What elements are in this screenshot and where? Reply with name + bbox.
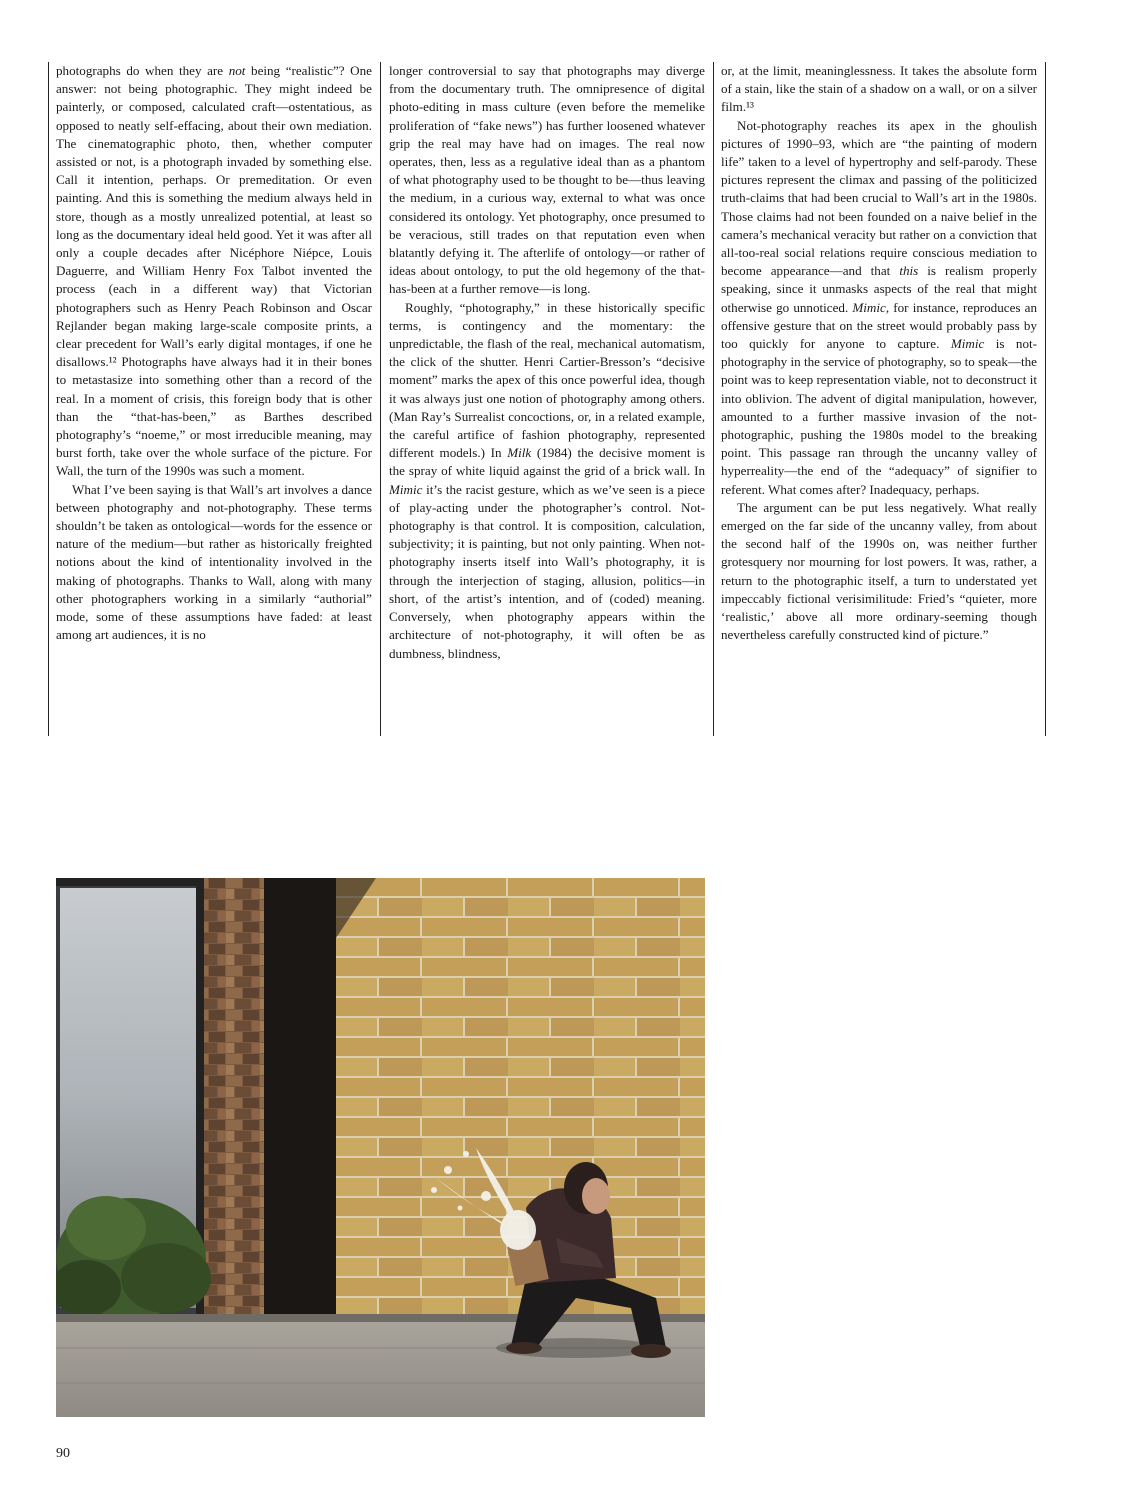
paragraph-text: photographs do when they are — [56, 63, 229, 78]
paragraph-text: being “realistic”? One answer: not being photographic. They might indeed be painterly, or composed, calculated craft—ostentatious, as opposed to neatly self-effacing, about their own mediation. The cinematographic photo, then, whether computer assisted or not, is a photograph invaded by something else. Call it intention, perhaps. Or premeditation. Or even painting. And this is something the medium always held in store, though as a mostly unrealized potential, at least so long as the documentary ideal held good. Yet it was after all only a couple decades after Nicéphore Niépce, Louis Daguerre, and William Henry Fox Talbot invented the process (each in a different way) that Victorian photographers such as Henry Peach Robinson and Oscar Rejlander began making large-scale composite prints, a clear precedent for Wall’s early digital montages, if one he disallows.¹² Photographs have always had it in their bones to metastasize into something other than a record of the real. In a moment of crisis, this foreign body that is other than the “that-has-been,” as Barthes described photography’s “noeme,” or most irreducible meaning, may burst forth, take over the whole surface of the picture. For Wall, the turn of the 1990s was such a moment. — [56, 63, 372, 479]
paragraph-text: What I’ve been saying is that Wall’s art involves a dance between photography and not-photography. These terms shouldn’t be taken as ontological—words for the essence or nature of the medium—but rather as historically freighted notions about the kind of intentionality involved in the making of photographs. Thanks to Wall, along with many other photographers working in a similarly “authorial” mode, some of these assumptions have faded: at least among art audiences, it is no — [56, 481, 372, 643]
emphasized-text: Mimic — [950, 336, 985, 352]
paragraph-text: is realism properly speaking, since it unmasks aspects of the real that might otherwise go unnoticed. — [721, 263, 1037, 315]
body-paragraph — [389, 299, 705, 663]
body-paragraph — [56, 62, 372, 481]
paragraph-text: longer controversial to say that photographs may diverge from the documentary truth. The omnipresence of digital photo-editing in mass culture (even before the memelike proliferation of “fake news”) has further loosened whatever grip the real may have had on images. The real now operates, then, less as a regulative ideal than as a phantom of what photography used to be thought to be—thus leaving the medium, in a curious way, external to what was once considered its ontology. Yet photography, once presumed to be veracious, still trades on that reputation even when blatantly defying it. The afterlife of ontology—or rather of ideas about ontology, to put the old hegemony of the that-has-been at a further remove—is long. — [389, 63, 705, 297]
emphasized-text: Mimic — [852, 299, 886, 315]
emphasized-text: not — [228, 63, 246, 78]
emphasized-text: this — [899, 263, 919, 279]
paragraph-text: (1984) the decisive moment is the spray of white liquid against the grid of a brick wall. In — [389, 445, 705, 479]
paragraph-text: The argument can be put less negatively. What really emerged on the far side of the uncanny valley, from about the second half of the 1990s on, was neither further grotesquery nor mourning for lost powers. It was, rather, a return to the photographic itself, a turn to understated yet impeccably fictional verisimilitude: Fried’s “quieter, more ‘realistic,’ above all more ordinary-seeming though nevertheless carefully constructed kind of picture.” — [721, 499, 1037, 643]
body-paragraph — [721, 117, 1037, 499]
artwork-photograph — [56, 878, 705, 1417]
column-rule-left — [48, 62, 49, 736]
body-paragraph — [56, 481, 372, 645]
body-paragraph — [389, 62, 705, 299]
page-number: 90 — [56, 1446, 70, 1461]
column-rule-middle-left — [380, 62, 381, 736]
paragraph-text: Not-photography reaches its apex in the ghoulish pictures of 1990–93, which are “the painting of modern life” taken to a level of hypertrophy and self-parody. These pictures represent the climax and passing of the politicized truth-claims that had been crucial to Wall’s art in the 1980s. Those claims had not been founded on a naive belief in the camera’s mechanical veracity but rather on a conviction that all-too-real social relations require conscious mediation to become appearance—and that — [721, 117, 1037, 279]
paragraph-text: it’s the racist gesture, which as we’ve seen is a piece of play-acting under the photographer’s control. Not-photography is that control. It is composition, calculation, subjectivity; it is painting, but not only painting. When not-photography inserts itself into Wall’s photography, it is through the interjection of staging, allusion, politics—in short, of the artist’s intention, and of (coded) meaning. Conversely, when photography appears within the architecture of not-photography, it will often be as dumbness, blindness, — [389, 481, 705, 661]
text-column-1 — [56, 62, 372, 738]
paragraph-text: is not-photography in the service of photography, so to speak—the point was to keep representation viable, not to deconstruct it into oblivion. The advent of digital manipulation, however, amounted to a further massive invasion of the not-photographic, pushing the 1980s model to the breaking point. This passage ran through the uncanny valley of hyperreality—the end of the “adequacy” of signifier to referent. What comes after? Inadequacy, perhaps. — [721, 336, 1037, 497]
column-rule-middle-right — [713, 62, 714, 736]
column-rule-right — [1045, 62, 1046, 736]
paragraph-text: Roughly, “photography,” in these historically specific terms, is contingency and the momentary: the unpredictable, the flash of the real, mechanical automatism, the click of the shutter. Henri Cartier-Bresson’s “decisive moment” marks the apex of this once powerful idea, though it was always just one notion of photography among others. (Man Ray’s Surrealist concoctions, or, in a related example, the careful artifice of fashion photography, represented different models.) In — [389, 299, 705, 461]
text-column-2 — [389, 62, 705, 738]
paragraph-text: or, at the limit, meaninglessness. It takes the absolute form of a stain, like the stain of a shadow on a wall, or on a silver film.¹³ — [721, 63, 1037, 115]
body-paragraph — [721, 499, 1037, 645]
body-paragraph — [721, 62, 1037, 117]
text-column-3 — [721, 62, 1037, 738]
emphasized-text: Milk — [507, 445, 532, 461]
emphasized-text: Mimic — [389, 481, 423, 497]
paragraph-text: , for instance, reproduces an offensive gesture that on the street would probably pass by too quickly for anyone to capture. — [721, 299, 1037, 352]
